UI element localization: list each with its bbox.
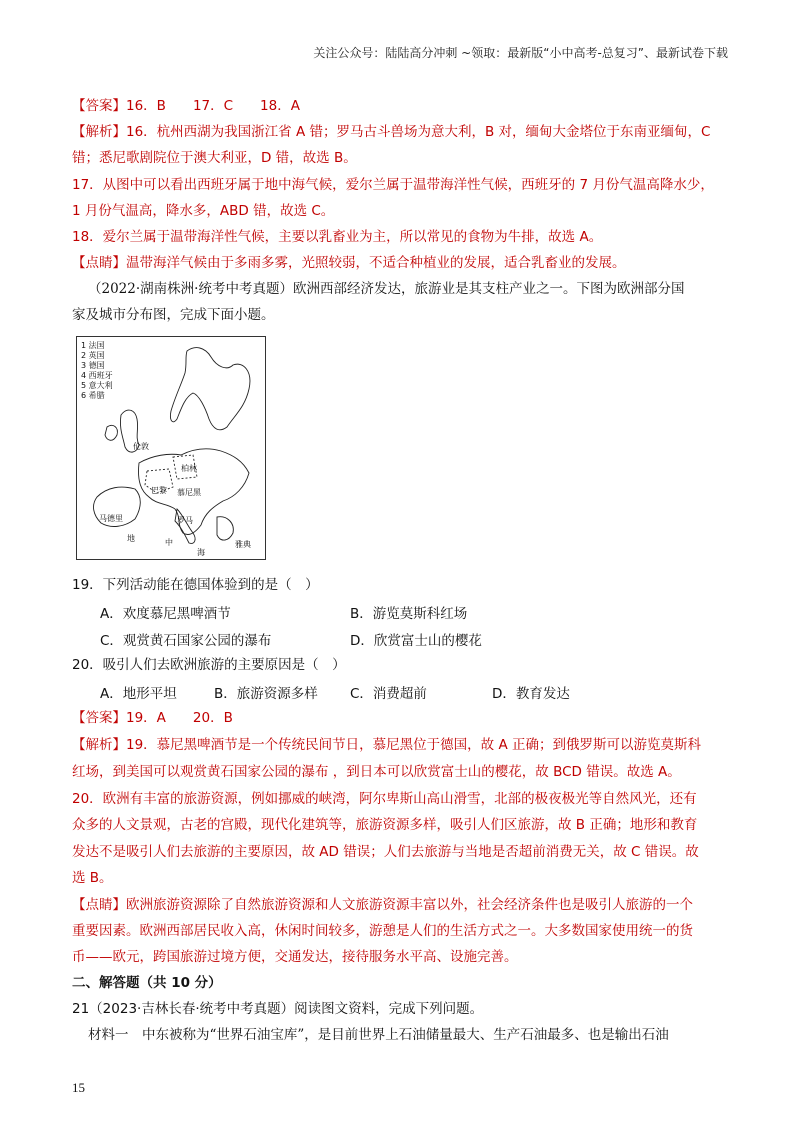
city-label: 雅典 <box>235 540 251 549</box>
material-text: 材料一 中东被称为“世界石油宝库”，是目前世界上石油储量最大、生产石油最多、也是输出石油 <box>88 1027 669 1043</box>
analysis-line: 18．爱尔兰属于温带海洋性气候，主要以乳畜业为主，所以常见的食物为牛排，故选 A。 <box>72 229 603 245</box>
question-stem: 20．吸引人们去欧洲旅游的主要原因是（ ） <box>72 657 346 673</box>
point-text: 欧洲旅游资源除了自然旅游资源和人文旅游资源丰富以外，社会经济条件也是吸引人旅游的一个 <box>126 897 693 913</box>
analysis-line: 17．从图中可以看出西班牙属于地中海气候，爱尔兰属于温带海洋性气候，西班牙的 7 月份气温高降水少， <box>72 177 714 193</box>
analysis-line: 红场，到美国可以观赏黄石国家公园的瀑布 ，到日本可以欣赏富士山的樱花，故 BCD 错误。故选 A。 <box>72 764 681 780</box>
point-tag: 【点睛】 <box>72 897 126 913</box>
option-c: C．消费超前 <box>350 686 427 702</box>
analysis-text: 16．杭州西湖为我国浙江省 A 错；罗马古斗兽场为意大利，B 对，缅甸大金塔位于东南亚缅甸，C <box>126 124 711 140</box>
city-label: 罗马 <box>177 516 193 525</box>
answer-tag: 【答案】 <box>72 98 126 114</box>
legend-item: 4 西班牙 <box>81 371 113 380</box>
answer-tag: 【答案】 <box>72 710 126 726</box>
answer-line-1 <box>72 95 728 117</box>
analysis-line: 1 月份气温高，降水多，ABD 错，故选 C。 <box>72 203 335 219</box>
answer-line-2 <box>72 707 728 729</box>
question-stem: 21（2023·吉林长春·统考中考真题）阅读图文资料，完成下列问题。 <box>72 1001 484 1017</box>
europe-map <box>76 336 266 560</box>
city-label: 伦敦 <box>133 442 149 451</box>
legend-item: 5 意大利 <box>81 381 113 390</box>
sea-label: 中 <box>165 538 173 547</box>
page-number: 15 <box>72 1080 85 1095</box>
legend-item: 3 德国 <box>81 361 105 370</box>
option-a: A．欢度慕尼黑啤酒节 <box>100 606 231 622</box>
section-heading: 二、解答题（共 10 分） <box>72 975 222 991</box>
point-line <box>72 894 728 916</box>
option-c: C．观赏黄石国家公园的瀑布 <box>100 633 272 649</box>
city-label: 马德里 <box>99 514 123 523</box>
question-stem: 19．下列活动能在德国体验到的是（ ） <box>72 577 319 593</box>
answer-text: 16．B 17．C 18．A <box>126 98 300 114</box>
analysis-text: 19．慕尼黑啤酒节是一个传统民间节日，慕尼黑位于德国，故 A 正确；到俄罗斯可以游览莫斯科 <box>126 737 701 753</box>
analysis-tag: 【解析】 <box>72 124 126 140</box>
page-header: 关注公众号：陆陆高分冲刺 ~领取：最新版“小中高考-总复习”、最新试卷下载 <box>313 46 728 60</box>
option-a: A．地形平坦 <box>100 686 177 702</box>
answer-text: 19．A 20．B <box>126 710 233 726</box>
analysis-line: 选 B。 <box>72 870 113 886</box>
analysis-line <box>72 734 728 756</box>
sea-label: 海 <box>197 548 205 557</box>
analysis-line: 发达不是吸引人们去旅游的主要原因，故 AD 错误；人们去旅游与当地是否超前消费无关，故 C 错误。故 <box>72 844 699 860</box>
option-d: D．欣赏富士山的樱花 <box>350 633 482 649</box>
legend-item: 2 英国 <box>81 351 105 360</box>
analysis-tag: 【解析】 <box>72 737 126 753</box>
city-label: 柏林 <box>181 464 197 473</box>
question-intro: 家及城市分布图，完成下面小题。 <box>72 307 275 323</box>
analysis-line: 20．欧洲有丰富的旅游资源，例如挪威的峡湾，阿尔卑斯山高山滑雪，北部的极夜极光等自然风光，还有 <box>72 791 697 807</box>
point-text: 温带海洋气候由于多雨多雾，光照较弱，不适合种植业的发展，适合乳畜业的发展。 <box>126 255 626 271</box>
analysis-line: 众多的人文景观，古老的宫殿，现代化建筑等，旅游资源多样，吸引人们区旅游，故 B 正确；地形和教育 <box>72 817 698 833</box>
city-label: 慕尼黑 <box>177 488 201 497</box>
point-line: 币——欧元，跨国旅游过境方便，交通发达，接待服务水平高、设施完善。 <box>72 949 518 965</box>
map-legend <box>81 341 113 401</box>
city-label: 巴黎 <box>151 486 167 495</box>
legend-item: 1 法国 <box>81 341 105 350</box>
point-line <box>72 252 728 274</box>
option-d: D．教育发达 <box>492 686 570 702</box>
sea-label: 地 <box>127 534 135 543</box>
analysis-line <box>72 121 728 143</box>
legend-item: 6 希腊 <box>81 391 105 400</box>
option-b: B．游览莫斯科红场 <box>350 606 468 622</box>
question-intro: （2022·湖南株洲·统考中考真题）欧洲西部经济发达，旅游业是其支柱产业之一。下图为欧洲部分国 <box>88 281 685 297</box>
analysis-line: 错；悉尼歌剧院位于澳大利亚，D 错，故选 B。 <box>72 150 357 166</box>
point-tag: 【点睛】 <box>72 255 126 271</box>
option-b: B．旅游资源多样 <box>214 686 318 702</box>
point-line: 重要因素。欧洲西部居民收入高，休闲时间较多，游憩是人们的生活方式之一。大多数国家使用统一的货 <box>72 923 693 939</box>
